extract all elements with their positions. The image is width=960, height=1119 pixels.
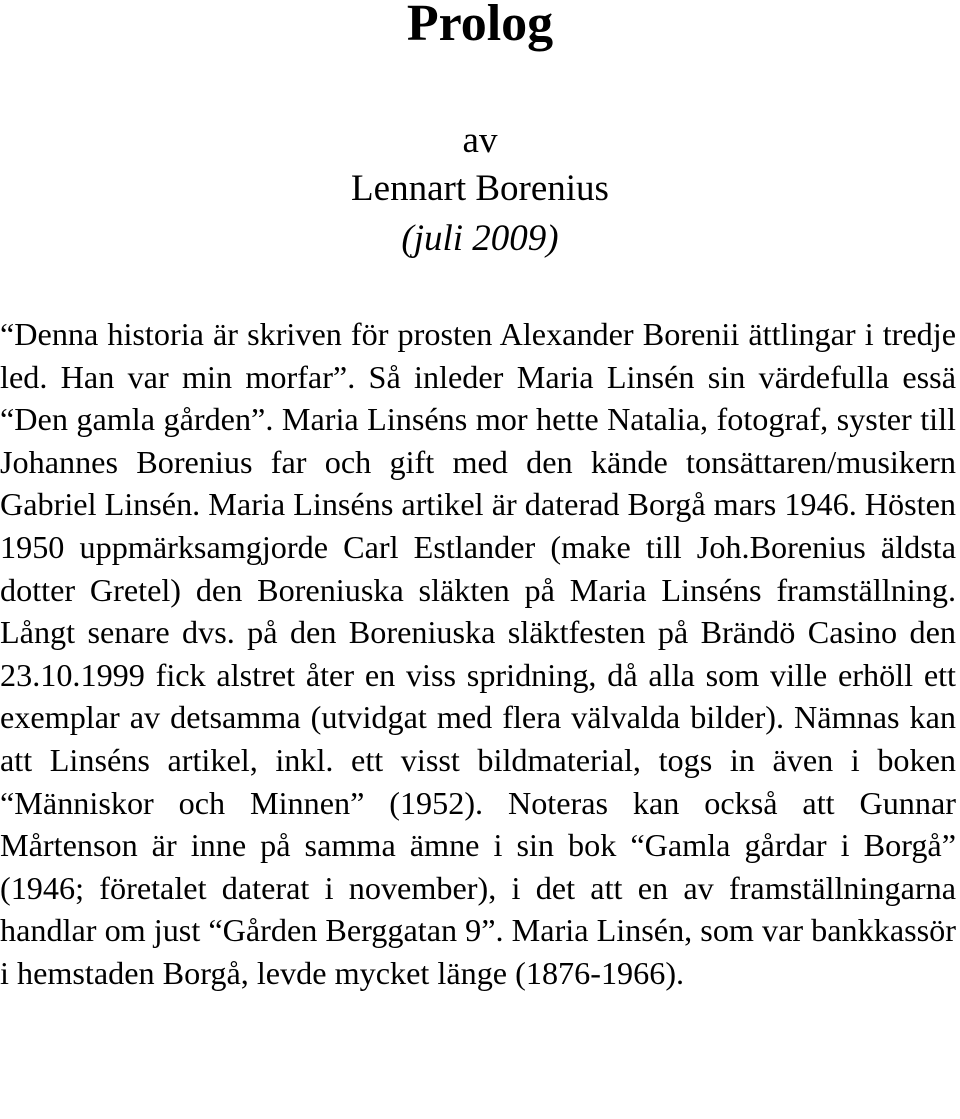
author-name: Lennart Borenius [351,168,609,209]
publication-date: (juli 2009) [401,218,559,259]
byline-av: av [462,120,498,161]
body-paragraph: “Denna historia är skriven för prosten Alexander Borenii ättlingar i tredje led. Han var min morfar”. Så inleder Maria Linsén sin värdefulla essä “Den gamla gården”. Maria Linséns mor hette Natalia, fotograf, syster till Johannes Borenius far och gift med den kände tonsättaren/musikern Gabriel Linsén. Maria Linséns artikel är daterad Borgå mars 1946. Hösten 1950 uppmärksamgjorde Carl Estlander (make till Joh.Borenius äldsta dotter Gretel) den Boreniuska släkten på Maria Linséns framställning. Långt senare dvs. på den Boreniuska släktfesten på Brändö Casino den 23.10.1999 fick alstret åter en viss spridning, då alla som ville erhöll ett exemplar av detsamma (utvidgat med flera välvalda bilder). Nämnas kan att Linséns artikel, inkl. ett visst bildmaterial, togs in även i boken “Människor och Minnen” (1952). Noteras kan också att Gunnar Mårtenson är inne på samma ämne i sin bok “Gamla gårdar i Borgå” (1946; företalet daterat i november), i det att en av framställningarna handlar om just “Gården Berggatan 9”. Maria Linsén, som var bankkassör i hemstaden Borgå, levde mycket länge (1876-1966). [0,316,956,991]
page-title: Prolog [406,0,554,52]
